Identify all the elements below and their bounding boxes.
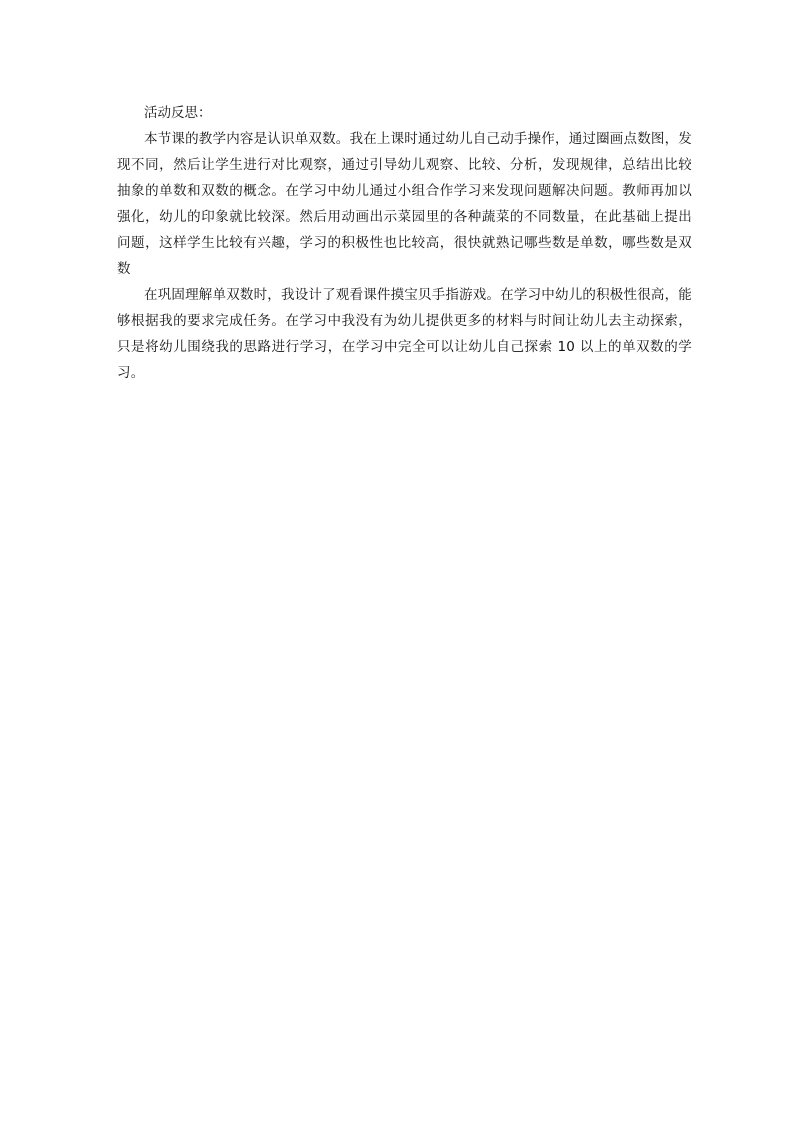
document-page: [117, 100, 692, 386]
section-heading: 活动反思：: [144, 105, 212, 121]
paragraph-1: 本节课的教学内容是认识单双数。我在上课时通过幼儿自己动手操作，通过圈画点数图，发现不同，然后让学生进行对比观察，通过引导幼儿观察、比较、分析，发现规律，总结出比较抽象的单数和双数的概念。在学习中幼儿通过小组合作学习来发现问题解决问题。教师再加以强化，幼儿的印象就比较深。然后用动画出示菜园里的各种蔬菜的不同数量，在此基础上提出问题，这样学生比较有兴趣，学习的积极性也比较高，很快就熟记哪些数是单数，哪些数是双数: [117, 131, 692, 277]
paragraph-2: 在巩固理解单双数时，我设计了观看课件摸宝贝手指游戏。在学习中幼儿的积极性很高，能够根据我的要求完成任务。在学习中我没有为幼儿提供更多的材料与时间让幼儿去主动探索，只是将幼儿围绕我的思路进行学习，在学习中完全可以让幼儿自己探索 10 以上的单双数的学习。: [117, 287, 692, 381]
